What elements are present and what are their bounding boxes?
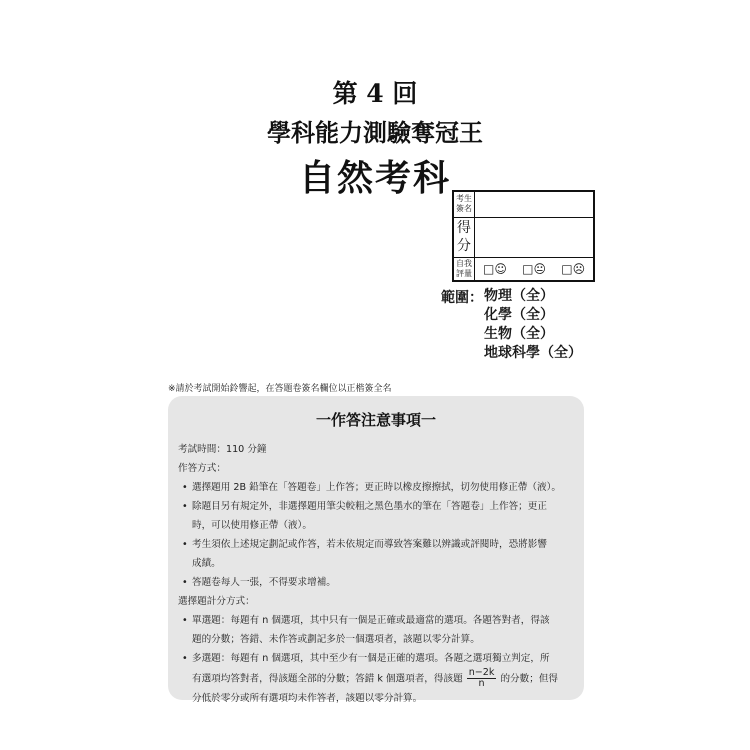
method-item-cont: 時，可以使用修正帶（液）。 (192, 520, 312, 531)
scoring-text: 的分數；但得 (500, 673, 559, 685)
method-item-cont: 成績。 (192, 558, 221, 569)
scope-item: 化學（全） (484, 307, 554, 323)
signature-box (452, 190, 595, 282)
round-number: 第 4 回 (332, 79, 418, 108)
self-eval-options (475, 257, 595, 281)
method-item: • 除題目另有規定外，非選擇題用筆尖較粗之黑色墨水的筆在「答題卷」上作答；更正 (178, 497, 582, 516)
score-label: 得分 (453, 217, 475, 257)
neutral-face-checkbox[interactable]: □😐 (522, 261, 546, 276)
name-field[interactable] (475, 191, 595, 217)
instructions-body (178, 440, 582, 708)
fraction-numerator: n−2k (468, 667, 495, 678)
competition-title: 學科能力測驗奪冠王 (267, 118, 483, 147)
smile-face-checkbox[interactable]: □☺ (483, 261, 507, 276)
partial-score-fraction (467, 668, 497, 689)
sad-face-checkbox[interactable]: □☹ (561, 261, 586, 276)
method-item: • 答題卷每人一張，不得要求增補。 (178, 573, 582, 592)
scoring-item-cont: 分低於零分或所有選項均未作答者，該題以零分計算。 (192, 693, 423, 704)
method-item: • 考生須依上述規定劃記或作答，若未依規定而導致答案難以辨識或評閱時，恐將影響 (178, 535, 582, 554)
scope-label: 範圍： (441, 290, 483, 306)
scoring-item: • 多選題：每題有 n 個選項，其中至少有一個是正確的選項。各題之選項獨立判定，所 (178, 649, 582, 668)
subject-title: 自然考科 (298, 157, 451, 199)
scope-item: 物理（全） (484, 288, 554, 304)
scope-list (484, 287, 582, 363)
scope-item: 地球科學（全） (484, 345, 582, 361)
scoring-item-cont: 題的分數；答錯、未作答或劃記多於一個選項者，該題以零分計算。 (192, 634, 480, 645)
scoring-item-cont (178, 668, 582, 689)
signature-notice: ※請於考試開始鈴響起，在答題卷簽名欄位以正楷簽全名 (168, 384, 392, 394)
instructions-panel (168, 396, 584, 704)
fraction-denominator: n (478, 678, 485, 689)
scope-item: 生物（全） (484, 326, 554, 342)
method-heading: 作答方式： (178, 463, 226, 474)
exam-time: 考試時間：110 分鐘 (178, 444, 267, 455)
scoring-heading: 選擇題計分方式： (178, 596, 255, 607)
method-item: • 選擇題用 2B 鉛筆在「答題卷」上作答；更正時以橡皮擦擦拭，切勿使用修正帶（液）。 (178, 478, 582, 497)
name-label: 考生簽名 (453, 191, 475, 217)
self-eval-label: 自我評量 (453, 257, 475, 281)
scoring-item: • 單選題：每題有 n 個選項，其中只有一個是正確或最適當的選項。各題答對者，得該 (178, 611, 582, 630)
instructions-title: 一作答注意事項一 (315, 411, 436, 429)
scoring-text: 有選項均答對者，得該題全部的分數；答錯 k 個選項者，得該題 (192, 673, 463, 685)
score-field[interactable] (475, 217, 595, 257)
